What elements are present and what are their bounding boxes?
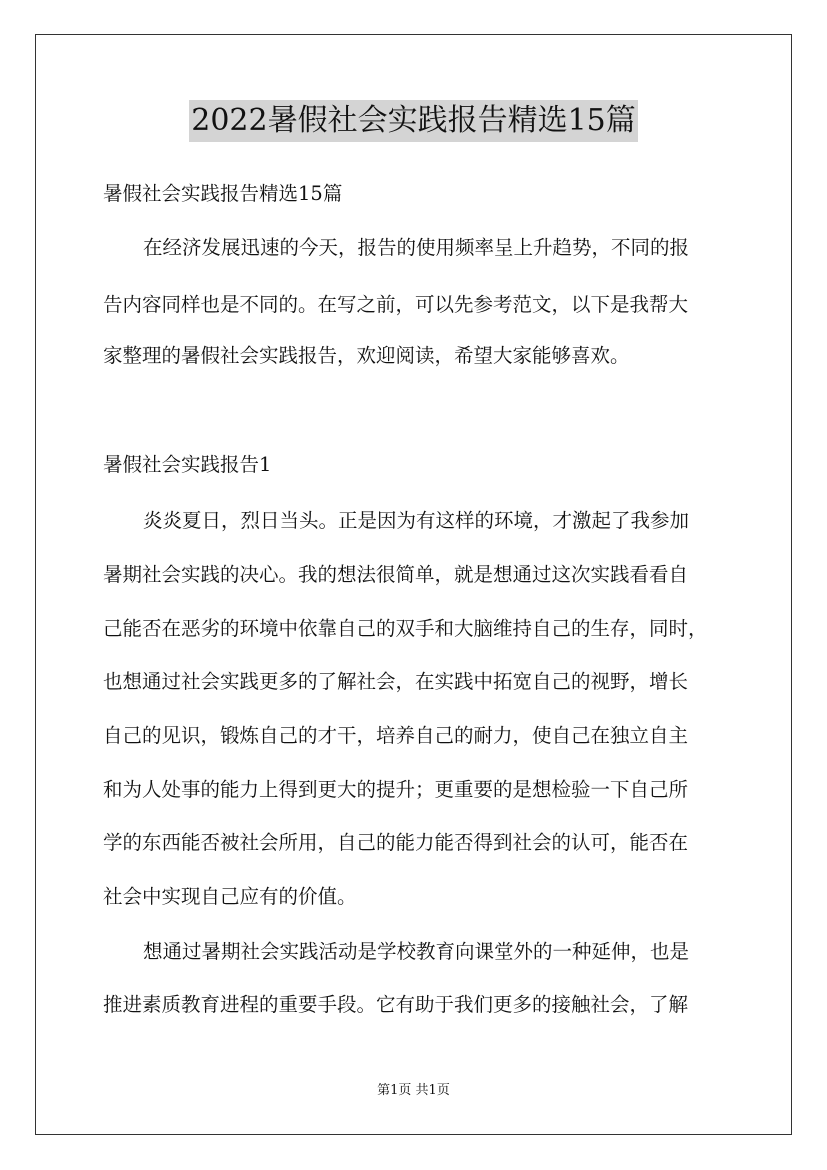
- page-footer: 第1页 共1页: [377, 1083, 450, 1098]
- section-heading: 暑假社会实践报告1: [103, 453, 272, 476]
- document-title: 2022暑假社会实践报告精选15篇: [189, 100, 638, 142]
- paragraph-line: 想通过暑期社会实践活动是学校教育向课堂外的一种延伸，也是: [143, 940, 690, 963]
- paragraph-line: 社会中实现自己应有的价值。: [103, 885, 357, 908]
- intro-line: 在经济发展迅速的今天，报告的使用频率呈上升趋势，不同的报: [143, 236, 690, 259]
- paragraph-line: 和为人处事的能力上得到更大的提升；更重要的是想检验一下自己所: [103, 778, 689, 801]
- document-subtitle: 暑假社会实践报告精选15篇: [103, 182, 343, 205]
- paragraph-line: 暑期社会实践的决心。我的想法很简单，就是想通过这次实践看看自: [103, 563, 689, 586]
- intro-line: 家整理的暑假社会实践报告，欢迎阅读，希望大家能够喜欢。: [103, 344, 630, 367]
- paragraph-line: 自己的见识，锻炼自己的才干，培养自己的耐力，使自己在独立自主: [103, 724, 689, 747]
- paragraph-line: 推进素质教育进程的重要手段。它有助于我们更多的接触社会，了解: [103, 993, 689, 1016]
- paragraph-line: 学的东西能否被社会所用，自己的能力能否得到社会的认可，能否在: [103, 831, 689, 854]
- paragraph-line: 己能否在恶劣的环境中依靠自己的双手和大脑维持自己的生存，同时，: [103, 617, 708, 640]
- paragraph-line: 也想通过社会实践更多的了解社会，在实践中拓宽自己的视野，增长: [103, 670, 689, 693]
- intro-line: 告内容同样也是不同的。在写之前，可以先参考范文，以下是我帮大: [103, 293, 689, 316]
- paragraph-line: 炎炎夏日，烈日当头。正是因为有这样的环境，才激起了我参加: [143, 509, 690, 532]
- title-container: [0, 100, 827, 142]
